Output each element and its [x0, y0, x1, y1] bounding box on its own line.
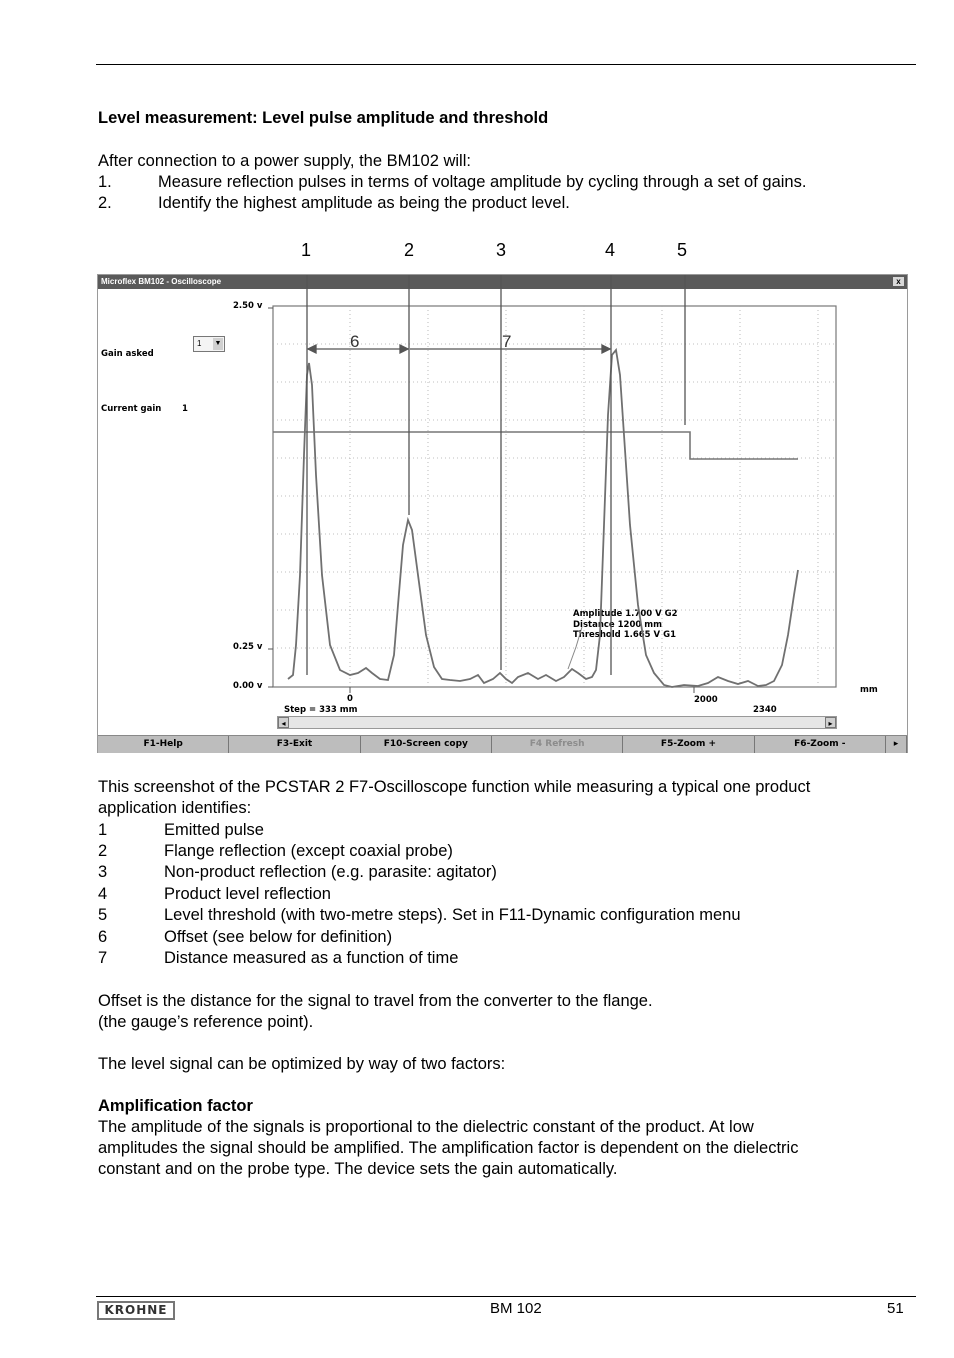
scope-plot: [98, 275, 907, 735]
more-keys-button[interactable]: ▸: [886, 736, 907, 753]
callout-4: 4: [605, 240, 616, 260]
callout-7: 7: [502, 332, 512, 351]
gain-select-value: 1: [197, 339, 202, 348]
function-key-bar: [98, 735, 907, 753]
axis-ticks: [268, 308, 694, 693]
x-label-2340: 2340: [753, 705, 777, 715]
caption-line: application identifies:: [98, 799, 252, 817]
callout-2: 2: [404, 240, 415, 260]
step-text: Measure reflection pulses in terms of voltage amplitude by cycling through a set of gains.: [158, 173, 807, 191]
legend-text: Distance measured as a function of time: [164, 949, 459, 967]
optimize-text: The level signal can be optimized by way of two factors:: [98, 1055, 506, 1073]
info-distance: Distance 1200 mm: [573, 620, 662, 630]
y-label-mid: 0.25 v: [233, 642, 263, 652]
scroll-right-button[interactable]: ▸: [825, 717, 836, 728]
grid-lines: [273, 306, 836, 687]
gain-asked-label: Gain asked: [101, 349, 154, 359]
legend-number: 5: [98, 906, 108, 924]
footer-doc: BM 102: [490, 1300, 542, 1317]
step-label: Step = 333 mm: [284, 705, 358, 715]
plot-frame: [273, 306, 836, 687]
amplification-line: amplitudes the signal should be amplified. The amplification factor is dependent on the dielectric: [98, 1139, 799, 1157]
callout-3: 3: [496, 240, 507, 260]
offset-line: (the gauge’s reference point).: [98, 1013, 314, 1031]
legend-text: Product level reflection: [164, 885, 331, 903]
section-heading: Level measurement: Level pulse amplitude and threshold: [98, 109, 549, 127]
close-button[interactable]: x: [893, 277, 904, 286]
krohne-logo: KROHNE: [97, 1301, 175, 1320]
legend-number: 4: [98, 885, 108, 903]
info-amplitude: Amplitude 1.700 V G2: [573, 609, 678, 619]
footer-page: 51: [887, 1300, 904, 1317]
f4-refresh-button[interactable]: F4 Refresh: [492, 736, 623, 753]
horizontal-scrollbar[interactable]: [277, 716, 837, 729]
scroll-left-button[interactable]: ◂: [278, 717, 289, 728]
legend-text: Non-product reflection (e.g. parasite: agitator): [164, 863, 497, 881]
legend-text: Flange reflection (except coaxial probe): [164, 842, 453, 860]
legend-number: 7: [98, 949, 108, 967]
legend-number: 3: [98, 863, 108, 881]
y-label-bottom: 0.00 v: [233, 681, 263, 691]
legend-text: Level threshold (with two-metre steps). Set in F11-Dynamic configuration menu: [164, 906, 741, 924]
step-number: 1.: [98, 173, 112, 191]
current-gain-label: Current gain: [101, 404, 162, 414]
waveform-spur: [568, 627, 582, 669]
intro-text: After connection to a power supply, the BM102 will:: [98, 152, 471, 170]
info-threshold: Threshold 1.665 V G1: [573, 630, 676, 640]
current-gain-value: 1: [182, 404, 188, 414]
amplification-line: The amplitude of the signals is proportional to the dielectric constant of the product. At low: [98, 1118, 754, 1136]
amplification-line: constant and on the probe type. The device sets the gain automatically.: [98, 1160, 618, 1178]
step-number: 2.: [98, 194, 112, 212]
legend-number: 2: [98, 842, 108, 860]
legend-number: 1: [98, 821, 108, 839]
legend-number: 6: [98, 928, 108, 946]
y-label-top: 2.50 v: [233, 301, 263, 311]
footer-rule: [96, 1296, 916, 1297]
callout-6: 6: [350, 332, 360, 351]
legend-text: Offset (see below for definition): [164, 928, 393, 946]
f5-zoom-in-button[interactable]: F5-Zoom +: [623, 736, 754, 753]
chevron-down-icon: ▼: [213, 338, 223, 350]
callout-lines: [307, 275, 685, 675]
f3-exit-button[interactable]: F3-Exit: [229, 736, 360, 753]
caption-line: This screenshot of the PCSTAR 2 F7-Oscilloscope function while measuring a typical one product: [98, 778, 811, 796]
amplification-heading: Amplification factor: [98, 1097, 253, 1115]
f10-screen-copy-button[interactable]: F10-Screen copy: [361, 736, 492, 753]
f1-help-button[interactable]: F1-Help: [98, 736, 229, 753]
window-title: Microflex BM102 - Oscilloscope: [101, 277, 222, 286]
x-label-2000: 2000: [694, 695, 718, 705]
waveform: [288, 350, 798, 687]
callout-5: 5: [677, 240, 688, 260]
threshold-line: [273, 432, 798, 459]
f6-zoom-out-button[interactable]: F6-Zoom -: [755, 736, 886, 753]
legend-text: Emitted pulse: [164, 821, 264, 839]
step-text: Identify the highest amplitude as being the product level.: [158, 194, 570, 212]
x-label-zero: 0: [347, 694, 353, 704]
x-unit-label: mm: [860, 685, 878, 695]
callout-1: 1: [301, 240, 312, 260]
oscilloscope-screenshot: [97, 274, 908, 753]
offset-line: Offset is the distance for the signal to travel from the converter to the flange.: [98, 992, 653, 1010]
